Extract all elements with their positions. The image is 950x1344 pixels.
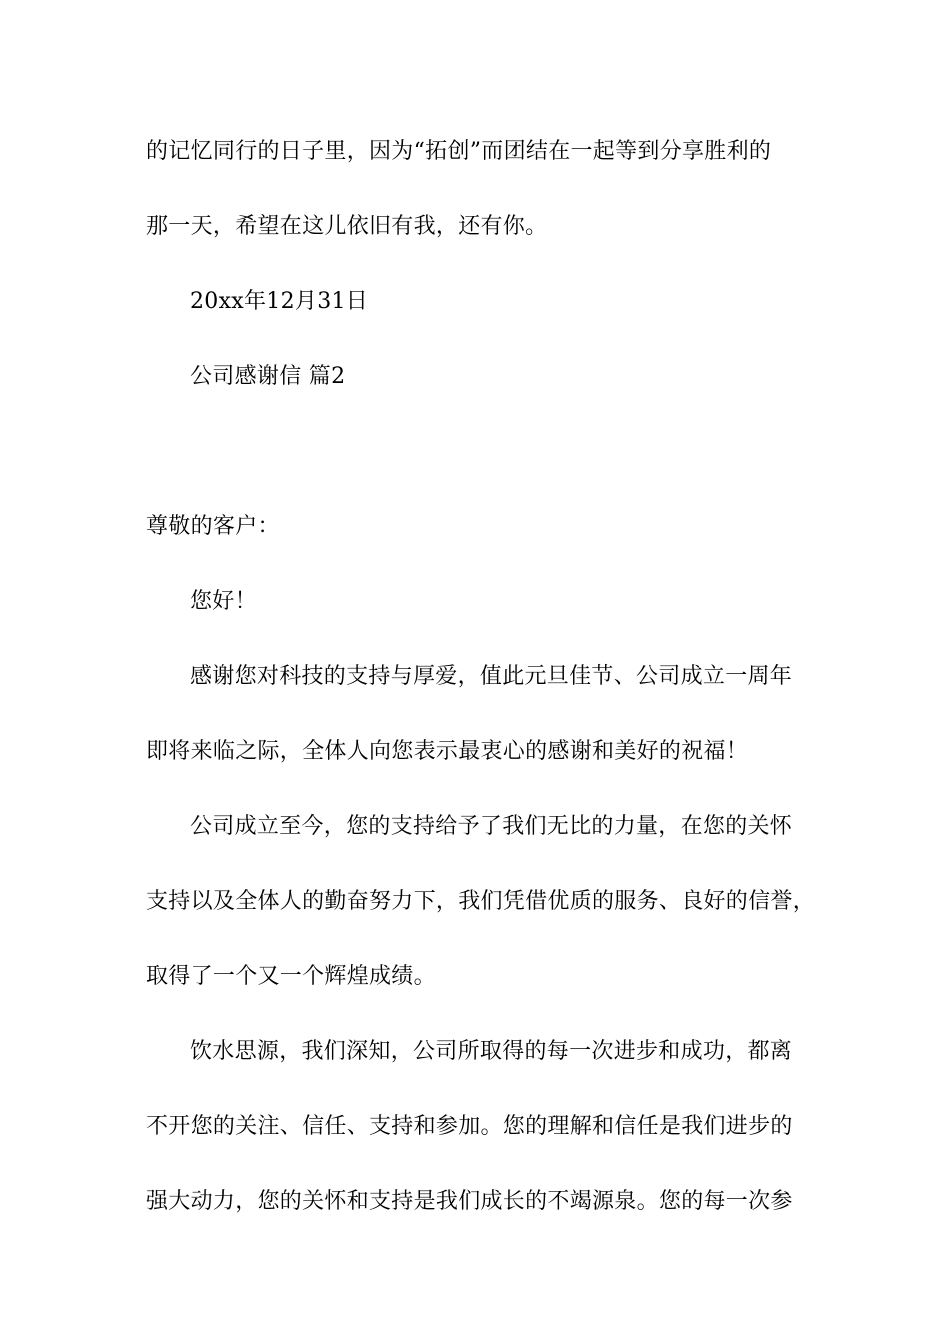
body-text-line: 公司成立至今，您的支持给予了我们无比的力量，在您的关怀 [190, 814, 793, 839]
greeting: 您好！ [190, 589, 257, 614]
body-text-line: 即将来临之际，全体人向您表示最衷心的感谢和美好的祝福！ [146, 739, 749, 764]
body-text-line: 饮水思源，我们深知，公司所取得的每一次进步和成功，都离 [190, 1039, 793, 1064]
body-text-line: 那一天，希望在这儿依旧有我，还有你。 [146, 214, 548, 239]
section-heading: 公司感谢信 篇2 [190, 364, 346, 389]
body-text-line: 强大动力，您的关怀和支持是我们成长的不竭源泉。您的每一次参 [146, 1189, 793, 1214]
body-text-line: 取得了一个又一个辉煌成绩。 [146, 964, 436, 989]
salutation: 尊敬的客户： [146, 514, 280, 539]
body-text-line: 不开您的关注、信任、支持和参加。您的理解和信任是我们进步的 [146, 1114, 793, 1139]
body-text-line: 支持以及全体人的勤奋努力下，我们凭借优质的服务、良好的信誉， [146, 889, 816, 914]
body-text-line: 的记忆同行的日子里，因为“拓创”而团结在一起等到分享胜利的 [146, 139, 772, 164]
date-line: 20xx年12月31日 [190, 289, 369, 314]
body-text-line: 感谢您对科技的支持与厚爱，值此元旦佳节、公司成立一周年 [190, 664, 793, 689]
